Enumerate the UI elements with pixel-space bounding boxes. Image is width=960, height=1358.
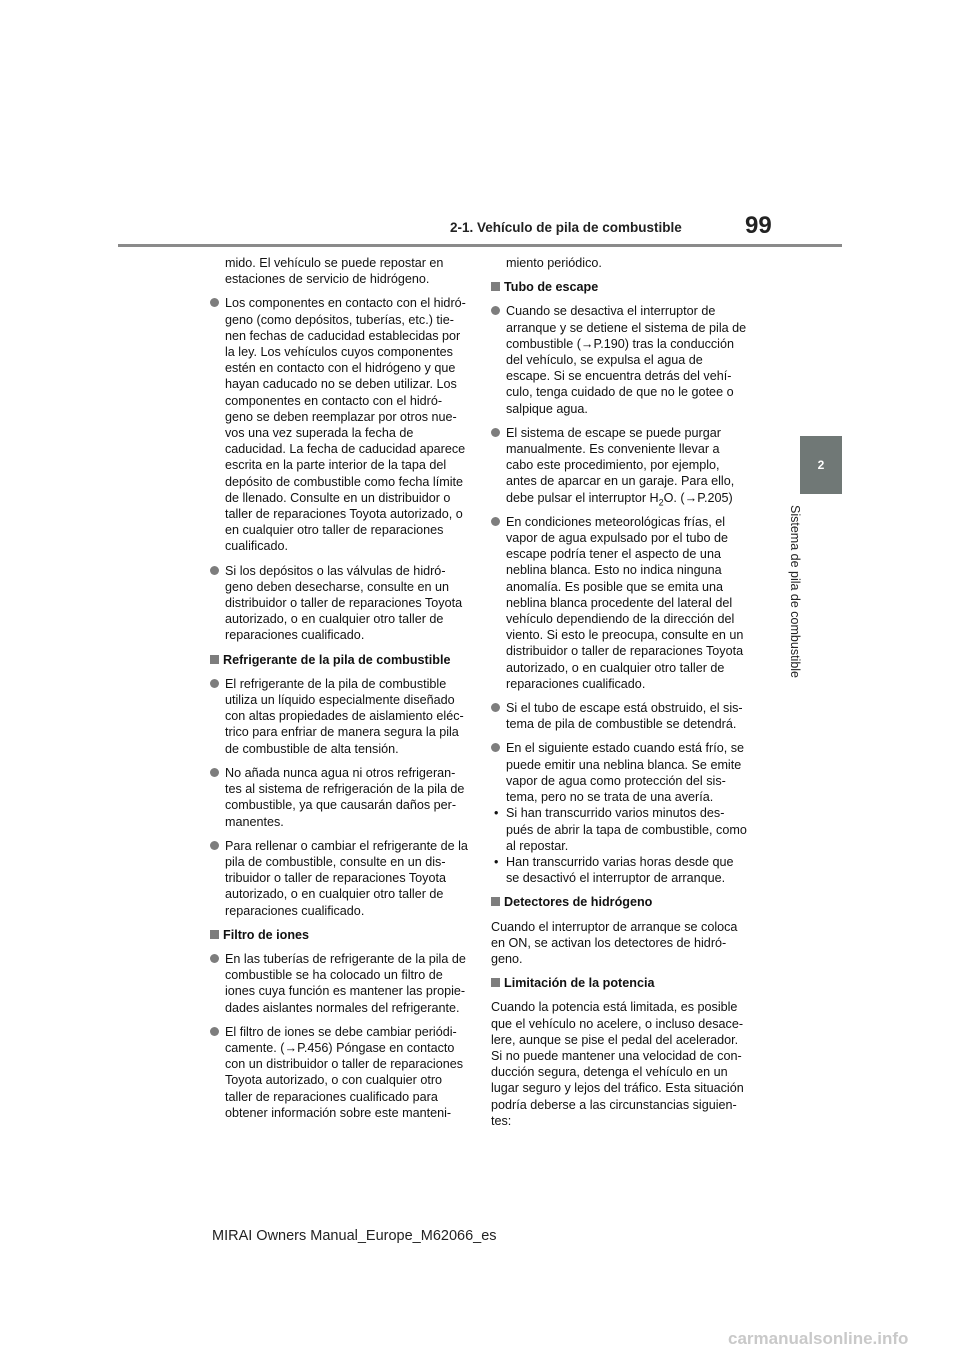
bullet-item: En condiciones meteorológicas frías, el vapor de agua expulsado por el tubo de escape podría tener el aspecto de una neblina blanca. Esto no indica ninguna anomalía. Es posible que se emita una neblina blanca procedente del lateral del vehículo dependiendo de la dirección del viento. Si esto le preocupa, consulte en un distribuidor o taller de reparaciones Toyota autorizado, o en cualquier otro taller de reparaciones cualificado. — [491, 514, 749, 692]
bullet-item: Si el tubo de escape está obstruido, el sis- tema de pila de combustible se detendrá. — [491, 700, 749, 732]
subscript: 2 — [658, 497, 664, 508]
chapter-tab[interactable] — [800, 436, 842, 494]
page-number: 99 — [745, 212, 772, 239]
bullet-item: El filtro de iones se debe cambiar periódi- camente. (→P.456) Póngase en contacto con un distribuidor o taller de reparaciones Toyota autorizado, o con cualquier otro taller de reparaciones cualificado para obtener información sobre este manteni- — [210, 1024, 468, 1121]
section-heading: Limitación de la potencia — [491, 975, 749, 991]
dot-item: • Han transcurrido varias horas desde que se desactivó el interruptor de arranque. — [491, 854, 749, 886]
dot-list — [491, 805, 749, 886]
bullet-item: No añada nunca agua ni otros refrigeran- tes al sistema de refrigeración de la pila de combustible, ya que causarán daños per- manentes. — [210, 765, 468, 830]
section-heading: Filtro de iones — [210, 927, 468, 943]
bullet-text: O. (→P.205) — [663, 490, 733, 505]
bullet-item: El refrigerante de la pila de combustible utiliza un líquido especialmente diseñado con altas propiedades de aislamiento eléc- trico para enfriar de manera segura la pila de combustible de alta tensión. — [210, 676, 468, 757]
bullet-item: Cuando se desactiva el interruptor de arranque y se detiene el sistema de pila de combustible (→P.190) tras la conducción del vehículo, se expulsa el agua de escape. Si se encuentra detrás del vehí- culo, tenga cuidado de que no le gotee o salpique agua. — [491, 303, 749, 416]
bullet-item — [491, 425, 749, 506]
bullet-item: En las tuberías de refrigerante de la pila de combustible se ha colocado un filtro de iones cuya función es mantener las propie- dades aislantes normales del refrigerante. — [210, 951, 468, 1016]
watermark: carmanualsonline.info — [728, 1329, 909, 1348]
section-heading: Detectores de hidrógeno — [491, 894, 749, 910]
bullet-item: En el siguiente estado cuando está frío, se puede emitir una neblina blanca. Se emite vapor de agua como protección del sis- tema, pero no se trata de una avería. — [491, 740, 749, 805]
section-title: 2-1. Vehículo de pila de combustible — [450, 220, 682, 235]
header-divider — [118, 244, 842, 247]
body-paragraph: Cuando el interruptor de arranque se coloca en ON, se activan los detectores de hidró- geno. — [491, 919, 738, 966]
section-heading: Tubo de escape — [491, 279, 749, 295]
section-heading: Refrigerante de la pila de combustible — [210, 652, 468, 668]
body-paragraph: Cuando la potencia está limitada, es posible que el vehículo no acelere, o incluso desace- lere, aunque se pise el pedal del acelerador. Si no puede mantener una velocidad de con- ducción segura, detenga el vehículo en un lugar seguro y lejos del tráfico. Esta situación podría deberse a las circunstancias siguien- tes: — [491, 1000, 744, 1128]
bullet-text: El sistema de escape se puede purgar manualmente. Es conveniente llevar a cabo este procedimiento, por ejemplo, antes de aparcar en un garaje. Para ello, debe pulsar el interruptor H — [506, 425, 735, 505]
chapter-side-label: Sistema de pila de combustible — [788, 505, 802, 679]
right-column — [491, 255, 749, 1137]
footer-manual-name: MIRAI Owners Manual_Europe_M62066_es — [212, 1228, 497, 1244]
bullet-item: Si los depósitos o las válvulas de hidró- geno deben desecharse, consulte en un distribuidor o taller de reparaciones Toyota autorizado, o en cualquier otro taller de reparaciones cualificado. — [210, 563, 468, 644]
bullet-item: Los componentes en contacto con el hidró- geno (como depósitos, tuberías, etc.) tie- nen fechas de caducidad establecidas por la ley. Los vehículos cuyos componentes estén en contacto con el hidrógeno y que hayan caducado no se deben utilizar. Los componentes en contacto con el hidró- geno se deben reemplazar por otros nue- vos una vez superada la fecha de caducidad. La fecha de caducidad aparece escrita en la parte interior de la tapa del depósito de combustible como fecha límite de llenado. Consulte en un distribuidor o taller de reparaciones Toyota autorizado, o en cualquier otro taller de reparaciones cualificado. — [210, 295, 468, 554]
left-column — [210, 255, 468, 1129]
dot-item: • Si han transcurrido varios minutos des- pués de abrir la tapa de combustible, como al repostar. — [491, 805, 749, 854]
continued-text: miento periódico. — [506, 256, 602, 270]
continued-text: mido. El vehículo se puede repostar en estaciones de servicio de hidrógeno. — [225, 256, 444, 287]
chapter-number: 2 — [817, 458, 825, 472]
bullet-item: Para rellenar o cambiar el refrigerante de la pila de combustible, consulte en un dis- tribuidor o taller de reparaciones Toyota autorizado, o en cualquier otro taller de reparaciones cualificado. — [210, 838, 468, 919]
